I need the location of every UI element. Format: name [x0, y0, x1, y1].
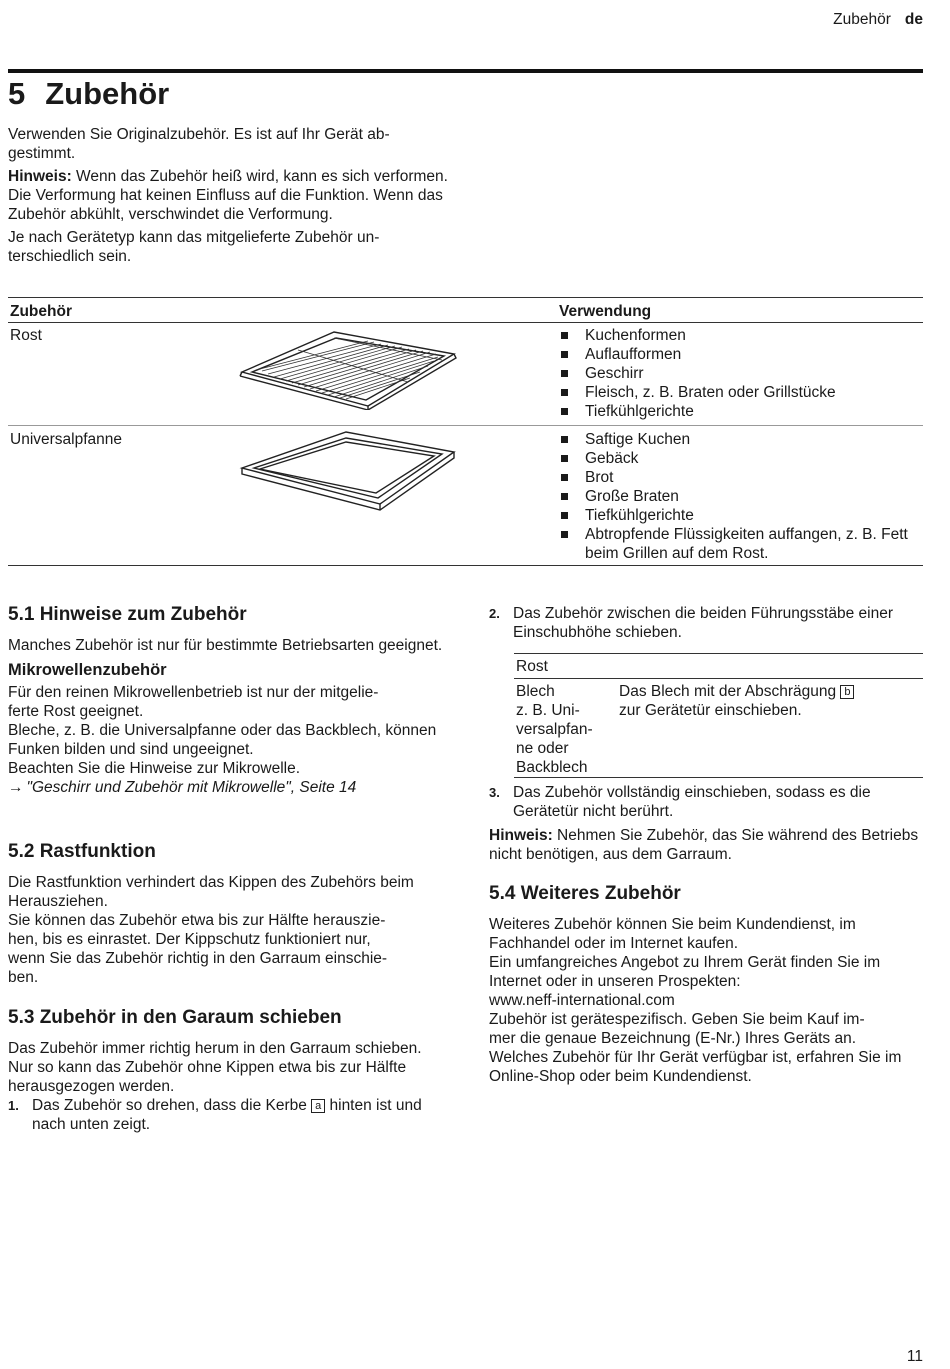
sub-table-instruction-tail: zur Gerätetür einschieben.: [619, 702, 802, 719]
section-5-4-url[interactable]: www.neff-international.com: [489, 992, 675, 1009]
list-item: Brot: [559, 468, 923, 487]
step-2: [489, 604, 923, 642]
table-top-rule: [8, 297, 923, 298]
section-5-2-title: Rastfunktion: [39, 841, 156, 862]
section-5-4: [489, 883, 923, 1086]
cross-reference-link[interactable]: "Geschirr und Zubehör mit Mikrowelle", Seite 14: [26, 779, 357, 796]
step-1: [8, 1096, 453, 1134]
section-5-3-tail: [489, 783, 923, 864]
list-item: Tiefkühlgerichte: [559, 506, 923, 525]
table-row-rule: [8, 425, 923, 426]
section-5-2-heading: [8, 841, 453, 863]
sub-table-row-rule: [514, 678, 923, 679]
chapter-title: [8, 76, 169, 112]
sub-table-instruction-text: Das Blech mit der Abschrägung: [619, 683, 837, 700]
list-item: Fleisch, z. B. Braten oder Grillstücke: [559, 383, 923, 402]
page-number: 11: [906, 1348, 923, 1365]
section-5-2: [8, 841, 453, 987]
sub-table-cell-line: z. B. Uni-: [516, 702, 580, 719]
section-5-3: [8, 1007, 453, 1134]
section-5-1: [8, 604, 453, 797]
section-5-2-p2-line3: wenn Sie das Zubehör richtig in den Garraum einschie-: [8, 950, 388, 967]
intro-note-text: Wenn das Zubehör heiß wird, kann es sich verformen. Die Verformung hat keinen Einfluss auf die Funktion. Wenn das Zubehör abkühlt, verschwindet die Verformung.: [8, 168, 448, 223]
section-5-3-number: 5.3: [8, 1007, 35, 1028]
step-1-number: 1.: [8, 1098, 19, 1113]
section-5-1-title: Hinweise zum Zubehör: [39, 604, 247, 625]
list-item: Große Braten: [559, 487, 923, 506]
table-header-rule: [8, 322, 923, 323]
section-5-2-p1: Die Rastfunktion verhindert das Kippen des Zubehörs beim Herausziehen.: [8, 874, 414, 910]
section-5-1-p4: Beachten Sie die Hinweise zur Mikrowelle.: [8, 760, 301, 777]
sub-table-top-rule: [514, 653, 923, 654]
sub-table-cell-line: ne oder: [516, 740, 569, 757]
step-1-text: Das Zubehör so drehen, dass die Kerbe: [32, 1097, 307, 1114]
intro-p1-line2: gestimmt.: [8, 145, 76, 162]
step-2-number: 2.: [489, 606, 500, 621]
usage-list-rack: [559, 326, 923, 421]
universal-pan-icon: [238, 428, 460, 514]
table-row-name: Rost: [10, 327, 42, 344]
step-2-text: Das Zubehör zwischen die beiden Führungsstäbe einer Einschubhöhe schieben.: [513, 605, 893, 641]
step-1-tail: hinten ist und nach unten zeigt.: [32, 1097, 422, 1133]
section-5-3-note: [489, 826, 923, 864]
section-5-3-heading: [8, 1007, 453, 1029]
section-5-4-p4: Welches Zubehör für Ihr Gerät verfügbar ist, erfahren Sie im Online-Shop oder beim Kundendienst.: [489, 1049, 902, 1085]
running-header: [833, 10, 923, 29]
section-5-2-p2-line1: Sie können das Zubehör etwa bis zur Hälfte herauszie-: [8, 912, 386, 929]
section-5-4-heading: [489, 883, 923, 905]
sub-table-bottom-rule: [514, 777, 923, 778]
section-5-2-number: 5.2: [8, 841, 35, 862]
table-header-usage: Verwendung: [559, 303, 652, 320]
intro-text: [8, 125, 448, 270]
section-5-1-p1: Manches Zubehör ist nur für bestimmte Betriebsarten geeignet.: [8, 637, 443, 654]
list-item: Saftige Kuchen: [559, 430, 923, 449]
section-5-2-p2-line4: ben.: [8, 969, 39, 986]
top-rule: [8, 69, 923, 73]
section-5-1-p2-line2: ferte Rost geeignet.: [8, 703, 144, 720]
section-5-4-number: 5.4: [489, 883, 516, 904]
section-5-4-p3-line1: Zubehör ist gerätespezifisch. Geben Sie beim Kauf im-: [489, 1011, 865, 1028]
sub-table-row-rack: Rost: [516, 658, 548, 675]
section-5-4-p3-line2: mer die genaue Bezeichnung (E-Nr.) Ihres Geräts an.: [489, 1030, 857, 1047]
section-5-3-title: Zubehör in den Garaum schieben: [39, 1007, 342, 1028]
table-header-accessory: Zubehör: [10, 303, 72, 320]
arrow-icon: →: [8, 779, 24, 796]
section-5-1-p2-line1: Für den reinen Mikrowellenbetrieb ist nur der mitgelie-: [8, 684, 379, 701]
subheading-microwave-accessories: Mikrowellenzubehör: [8, 661, 167, 679]
step-3: [489, 783, 923, 821]
header-section: Zubehör: [833, 11, 891, 28]
key-b-icon: b: [840, 685, 854, 699]
sub-table-cell-line: versalpfan-: [516, 721, 593, 738]
usage-list-pan: [559, 430, 923, 563]
list-item: Auflaufformen: [559, 345, 923, 364]
cross-reference: [8, 778, 453, 797]
sub-table-cell-line: Backblech: [516, 759, 588, 776]
step-3-number: 3.: [489, 785, 500, 800]
intro-note-label: Hinweis:: [8, 168, 72, 185]
table-row-name: Universalpfanne: [10, 431, 123, 448]
sub-table-cell-instruction: [619, 682, 919, 720]
section-5-3-continued: [489, 604, 923, 642]
section-5-1-p3: Bleche, z. B. die Universalpfanne oder das Backblech, können Funken bilden und sind ungeeignet.: [8, 722, 437, 758]
list-item: Abtropfende Flüssigkeiten auffangen, z. B. Fett beim Grillen auf dem Rost.: [559, 525, 923, 563]
list-item: Geschirr: [559, 364, 923, 383]
step-3-text: Das Zubehör vollständig einschieben, sodass es die Gerätetür nicht berührt.: [513, 784, 871, 820]
section-5-4-p2: Ein umfangreiches Angebot zu Ihrem Gerät finden Sie im Internet oder in unseren Prospekten:: [489, 954, 881, 990]
section-5-2-p2-line2: hen, bis es einrastet. Der Kippschutz funktioniert nur,: [8, 931, 371, 948]
section-5-3-note-text: Nehmen Sie Zubehör, das Sie während des Betriebs nicht benötigen, aus dem Garraum.: [489, 827, 919, 863]
intro-p3-line1: Je nach Gerätetyp kann das mitgelieferte Zubehör un-: [8, 229, 380, 246]
section-5-3-note-label: Hinweis:: [489, 827, 553, 844]
intro-note: [8, 167, 448, 224]
key-a-icon: a: [311, 1099, 325, 1113]
list-item: Gebäck: [559, 449, 923, 468]
section-5-4-p1: Weiteres Zubehör können Sie beim Kundendienst, im Fachhandel oder im Internet kaufen.: [489, 916, 856, 952]
table-bottom-rule: [8, 565, 923, 566]
intro-p1-line1: Verwenden Sie Originalzubehör. Es ist auf Ihr Gerät ab-: [8, 126, 390, 143]
header-language: de: [904, 11, 923, 28]
list-item: Tiefkühlgerichte: [559, 402, 923, 421]
sub-table-cell-tray: [516, 682, 612, 777]
oven-rack-icon: [238, 326, 460, 410]
sub-table-cell-line: Blech: [516, 683, 555, 700]
intro-p3-line2: terschiedlich sein.: [8, 248, 132, 265]
chapter-title-text: Zubehör: [45, 76, 170, 111]
section-5-4-title: Weiteres Zubehör: [520, 883, 681, 904]
chapter-number: 5: [8, 76, 26, 111]
section-5-1-number: 5.1: [8, 604, 35, 625]
list-item: Kuchenformen: [559, 326, 923, 345]
section-5-1-heading: [8, 604, 453, 626]
section-5-3-p1: Das Zubehör immer richtig herum in den Garraum schieben. Nur so kann das Zubehör ohne Kippen etwa bis zur Hälfte herausgezogen werden.: [8, 1040, 422, 1095]
